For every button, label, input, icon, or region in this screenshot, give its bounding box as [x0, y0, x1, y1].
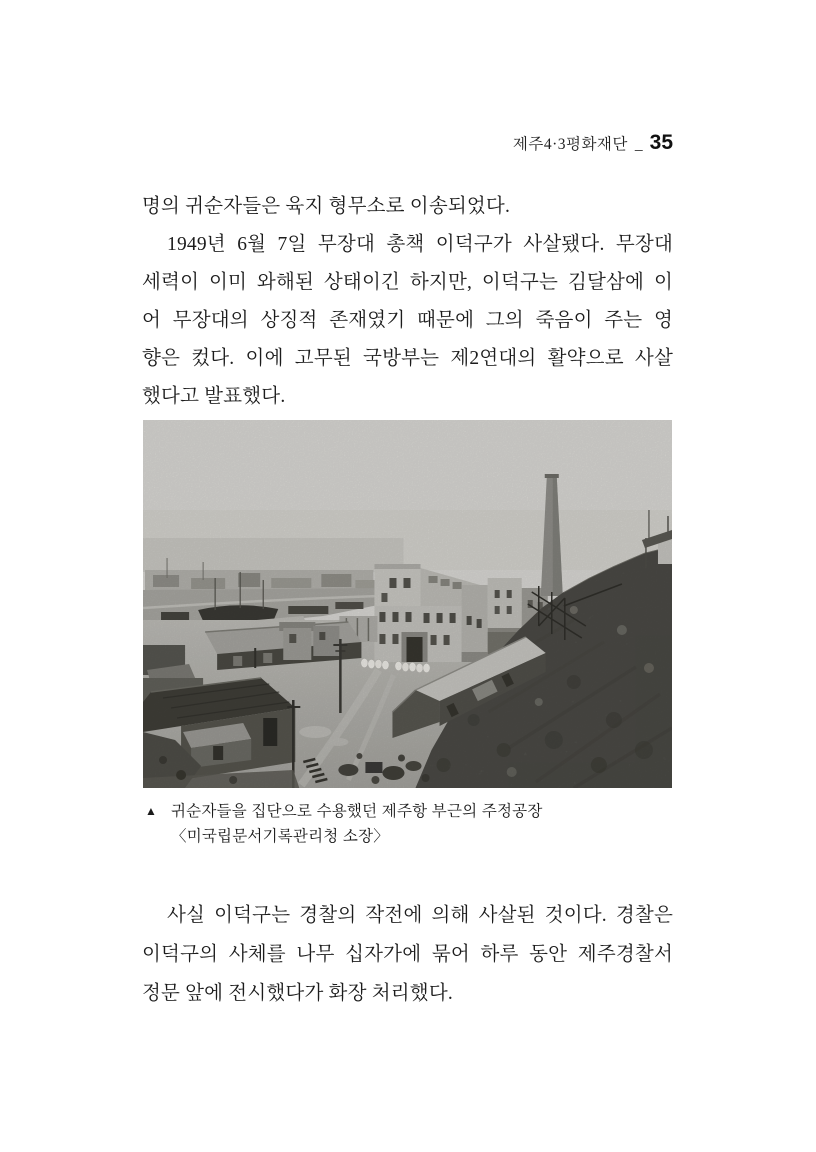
figure-photo: [143, 420, 672, 788]
text-line: 이덕구의 사체를 나무 십자가에 묶어 하루 동안 제주경찰서: [142, 944, 673, 965]
page-number: 35: [649, 131, 673, 154]
figure-caption: [145, 799, 665, 849]
text-line: 어 무장대의 상징적 존재였기 때문에 그의 죽음이 주는 영: [142, 310, 673, 331]
text-line: 향은 컸다. 이에 고무된 국방부는 제2연대의 활약으로 사살: [142, 348, 673, 369]
text-line: 명의 귀순자들은 육지 형무소로 이송되었다.: [142, 196, 511, 217]
caption-triangle-marker: ▲: [145, 804, 157, 818]
photo-grain-overlay: [143, 420, 672, 788]
text-line: 1949년 6월 7일 무장대 총책 이덕구가 사살됐다. 무장대: [167, 234, 673, 255]
caption-text: [171, 799, 543, 849]
text-line: 사실 이덕구는 경찰의 작전에 의해 사살된 것이다. 경찰은: [167, 905, 673, 926]
body-text-lower: [142, 896, 673, 1013]
page-header: [142, 131, 673, 155]
text-line: 세력이 이미 와해된 상태이긴 하지만, 이덕구는 김달삼에 이: [142, 272, 673, 293]
publisher-name: 제주4·3평화재단: [512, 136, 628, 153]
body-text-upper: [142, 188, 673, 416]
text-line: 했다고 발표했다.: [142, 386, 286, 407]
historical-photo: [143, 420, 672, 788]
text-line: 정문 앞에 전시했다가 화장 처리했다.: [142, 983, 453, 1004]
caption-line: 귀순자들을 집단으로 수용했던 제주항 부근의 주정공장: [171, 803, 543, 820]
caption-line: 〈미국립문서기록관리청 소장〉: [171, 828, 389, 845]
header-separator: _: [634, 136, 643, 153]
